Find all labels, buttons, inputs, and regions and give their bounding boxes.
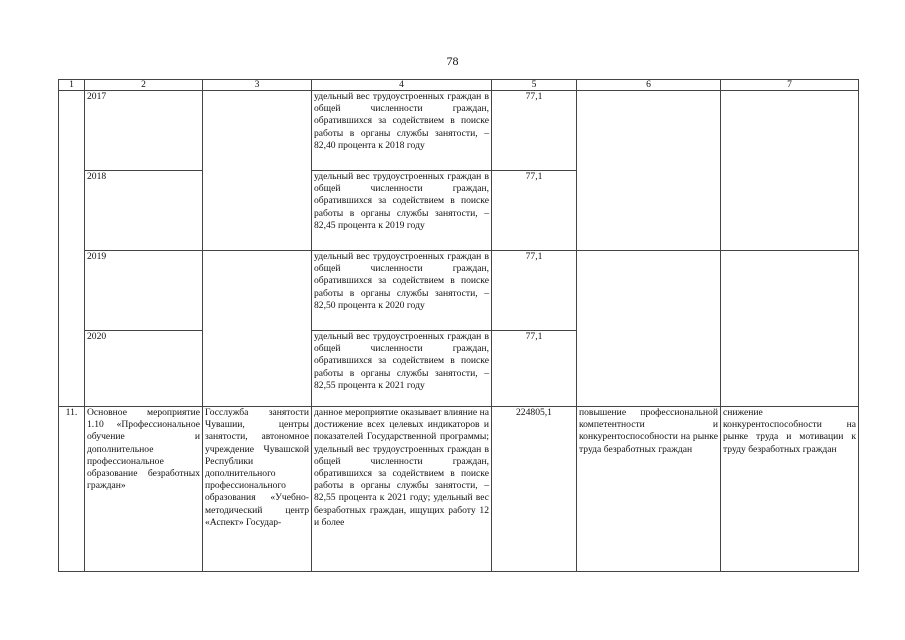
indicator-cell: удельный вес трудоустроенных граждан в общей численности граждан, обратившихся за содействием в поиске работы в органы службы занятости, – 82,50 процента к 2020 году (312, 251, 492, 331)
header-col-5: 5 (492, 80, 577, 91)
amount-cell: 77,1 (492, 331, 577, 407)
program-table (58, 79, 859, 572)
empty-consequence-cell (721, 251, 859, 407)
indicator-cell: данное мероприятие оказывает влияние на достижение всех целевых индикаторов и показателей Государственной программы; удельный вес трудоустроенных граждан в общей численности граждан, обратившихся за содействием в поиске работы в органы службы занятости, – 82,55 процента к 2021 году; удельный вес безработных граждан, ищущих работу 12 и более (312, 407, 492, 572)
expected-result: повышение профессиональной компетентности и конкурентоспособности на рынке труда безработных граждан (577, 407, 721, 572)
executor: Госслужба занятости Чувашии, центры занятости, автономное учреждение Чувашской Республики дополнительного профессионального образования «Учебно-методический центр «Аспект» Государ- (203, 407, 312, 572)
table-row-main-activity (59, 407, 859, 572)
indicator-cell: удельный вес трудоустроенных граждан в общей численности граждан, обратившихся за содействием в поиске работы в органы службы занятости, – 82,40 процента к 2018 году (312, 91, 492, 171)
empty-result-cell (577, 91, 721, 251)
header-col-2: 2 (85, 80, 203, 91)
empty-executor-cell (203, 91, 312, 251)
header-col-3: 3 (203, 80, 312, 91)
header-col-7: 7 (721, 80, 859, 91)
empty-result-cell (577, 251, 721, 407)
header-col-4: 4 (312, 80, 492, 91)
amount-cell: 77,1 (492, 171, 577, 251)
indicator-cell: удельный вес трудоустроенных граждан в общей численности граждан, обратившихся за содействием в поиске работы в органы службы занятости, – 82,55 процента к 2021 году (312, 331, 492, 407)
empty-executor-cell (203, 251, 312, 407)
table-row (59, 91, 859, 171)
header-col-6: 6 (577, 80, 721, 91)
amount-cell: 77,1 (492, 251, 577, 331)
indicator-cell: удельный вес трудоустроенных граждан в общей численности граждан, обратившихся за содействием в поиске работы в органы службы занятости, – 82,45 процента к 2019 году (312, 171, 492, 251)
empty-consequence-cell (721, 91, 859, 251)
empty-num-cell (59, 91, 85, 407)
amount-cell: 77,1 (492, 91, 577, 171)
table-row (59, 251, 859, 331)
year-cell: 2018 (85, 171, 203, 251)
row-number: 11. (59, 407, 85, 572)
amount-cell: 224805,1 (492, 407, 577, 572)
consequence: снижение конкурентоспособности на рынке труда и мотивации к труду безработных граждан (721, 407, 859, 572)
year-cell: 2017 (85, 91, 203, 171)
page-number: 78 (446, 54, 459, 68)
header-row (59, 80, 859, 91)
year-cell: 2020 (85, 331, 203, 407)
activity-name: Основное мероприятие 1.10 «Профессиональное обучение и дополнительное профессиональное образование безработных граждан» (85, 407, 203, 572)
year-cell: 2019 (85, 251, 203, 331)
header-col-1: 1 (59, 80, 85, 91)
